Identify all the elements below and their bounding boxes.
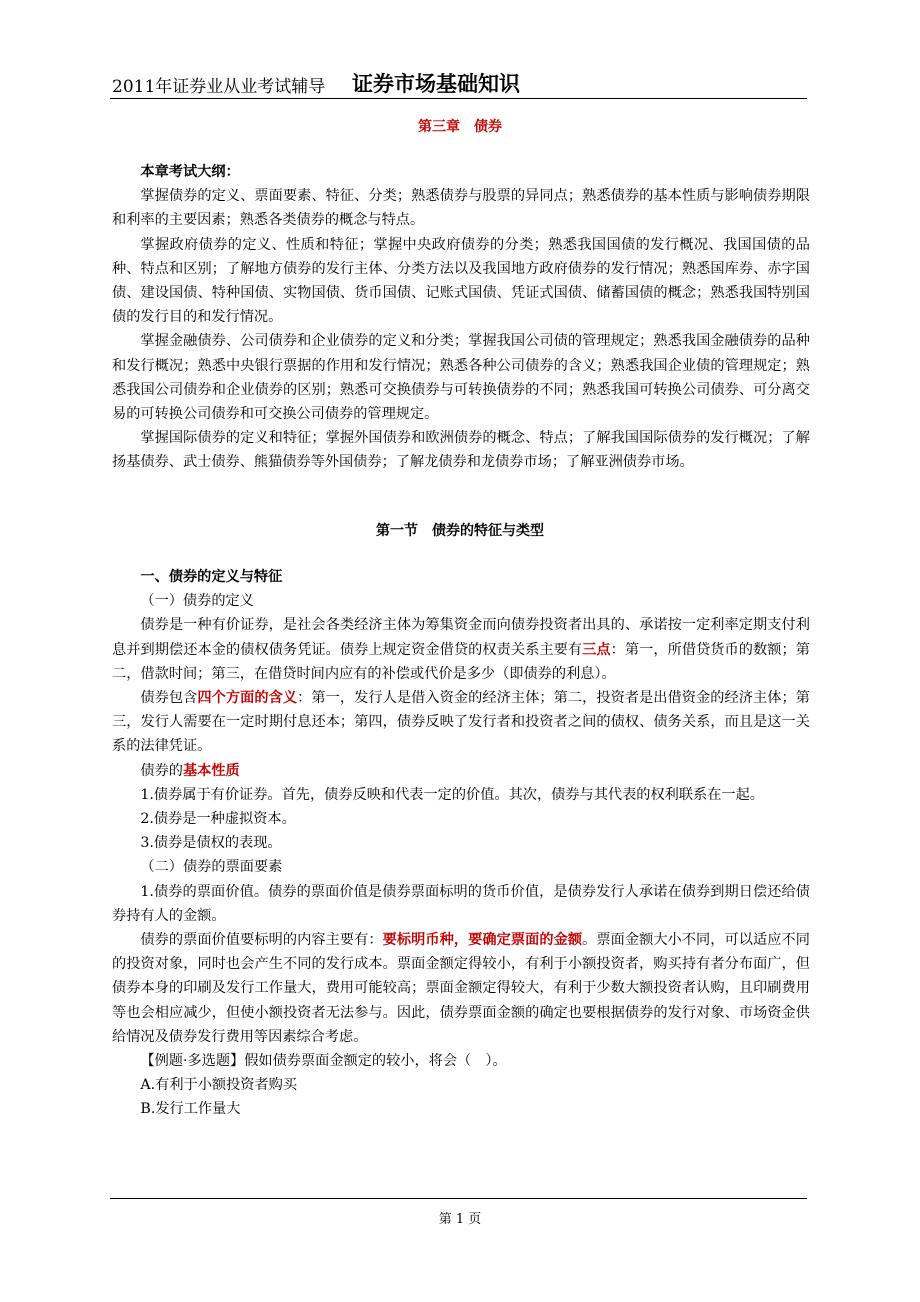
highlight-basic-nature: 基本性质 — [182, 762, 240, 779]
face-amount-paragraph — [112, 928, 810, 1049]
chapter-title: 第三章 债券 — [418, 119, 502, 135]
footer-rule — [110, 1198, 807, 1199]
outline-paragraph: 掌握债券的定义、票面要素、特征、分类；熟悉债券与股票的异同点；熟悉债券的基本性质与影响债券期限和利率的主要因素；熟悉各类债券的概念与特点。 — [112, 188, 810, 229]
list-item: 1.债券属于有价证券。首先，债券反映和代表一定的价值。其次，债券与其代表的权利联系在一起。 — [140, 786, 764, 803]
header-title: 证券市场基础知识 — [352, 72, 520, 96]
section-title: 第一节 债券的特征与类型 — [376, 523, 544, 539]
example-question: 【例题·多选题】假如债券票面金额定的较小，将会（ ）。 — [140, 1053, 507, 1070]
definition-paragraph — [112, 613, 810, 686]
text: 债券是一种有价证券，是社会各类经济主体为筹集资金而向债券投资者出具的、承诺按一定利率定期支付利息并到期偿还本金的债权债务凭证。债券上规定资金借贷的权责关系主要有 — [112, 617, 810, 658]
outline-block — [112, 160, 810, 475]
basic-nature-line — [112, 759, 810, 783]
outline-paragraph: 掌握国际债券的定义和特征；掌握外国债券和欧洲债券的概念、特点；了解我国国际债券的发行概况；了解扬基债券、武士债券、熊猫债券等外国债券；了解龙债券和龙债券市场；了解亚洲债券市场。 — [112, 430, 810, 471]
highlight-currency-amount: 要标明币种，要确定票面的金额 — [382, 932, 583, 949]
meaning-paragraph — [112, 686, 810, 759]
outline-paragraph: 掌握金融债券、公司债券和企业债券的定义和分类；掌握我国公司债的管理规定；熟悉我国金融债券的品种和发行概况；熟悉中央银行票据的作用和发行情况；熟悉各种公司债券的含义；熟悉我国企业债的管理规定；熟悉我国公司债券和企业债券的区别；熟悉可交换债券与可转换债券的不同；熟悉我国可转换公司债券、可分离交易的可转换公司债券和可交换公司债券的管理规定。 — [112, 333, 810, 423]
text: 债券的 — [140, 762, 183, 779]
highlight-four-meanings: 四个方面的含义 — [197, 690, 298, 707]
subheading-definition: （一）债券的定义 — [140, 593, 254, 610]
highlight-three-points: 三点 — [582, 641, 611, 658]
answer-option: A.有利于小额投资者购买 — [140, 1077, 298, 1094]
body-block — [112, 565, 810, 1122]
text: 债券的票面价值要标明的内容主要有： — [140, 932, 383, 949]
header-rule — [110, 98, 807, 99]
outline-paragraph: 掌握政府债券的定义、性质和特征；掌握中央政府债券的分类；熟悉我国国债的发行概况、我国国债的品种、特点和区别；了解地方债券的发行主体、分类方法以及我国地方政府债券的发行情况；熟悉国库券、赤字国债、建设国债、特种国债、实物国债、货币国债、记账式国债、凭证式国债、储蓄国债的概念；熟悉我国特别国债的发行目的和发行情况。 — [112, 236, 810, 326]
page-number: 第 1 页 — [438, 1212, 482, 1227]
outline-heading: 本章考试大纲： — [140, 164, 240, 180]
header-subtitle: 2011年证券业从业考试辅导 — [112, 77, 326, 97]
heading-definition-features: 一、债券的定义与特征 — [140, 569, 283, 585]
list-item: 2.债券是一种虚拟资本。 — [140, 811, 296, 828]
text: 。票面金额大小不同，可以适应不同的投资对象，同时也会产生不同的发行成本。票面金额定得较小，有利于小额投资者，购买持有者分布面广，但债券本身的印刷及发行工作量大，费用可能较高；票面金额定得较大，有利于少数大额投资者认购，且印刷费用等也会相应减少，但使小额投资者无法参与。因此，债券票面金额的确定也要根据债券的发行对象、市场资金供给情况及债券发行费用等因素综合考虑。 — [112, 932, 810, 1045]
text: ：第一，所借贷货币的数额；第二，借款时间；第三，在借贷时间内应有的补偿或代价是多少（即债券的利息）。 — [112, 641, 810, 682]
face-value-paragraph: 1.债券的票面价值。债券的票面价值是债券票面标明的货币价值，是债券发行人承诺在债券到期日偿还给债券持有人的金额。 — [112, 883, 810, 924]
answer-option: B.发行工作量大 — [140, 1101, 241, 1118]
list-item: 3.债券是债权的表现。 — [140, 835, 282, 852]
text: 债券包含 — [140, 690, 198, 707]
subheading-face-elements: （二）债券的票面要素 — [140, 859, 283, 876]
text: ：第一，发行人是借入资金的经济主体；第二，投资者是出借资金的经济主体；第三，发行人需要在一定时期付息还本；第四，债券反映了发行者和投资者之间的债权、债务关系，而且是这一关系的法律凭证。 — [112, 690, 810, 755]
